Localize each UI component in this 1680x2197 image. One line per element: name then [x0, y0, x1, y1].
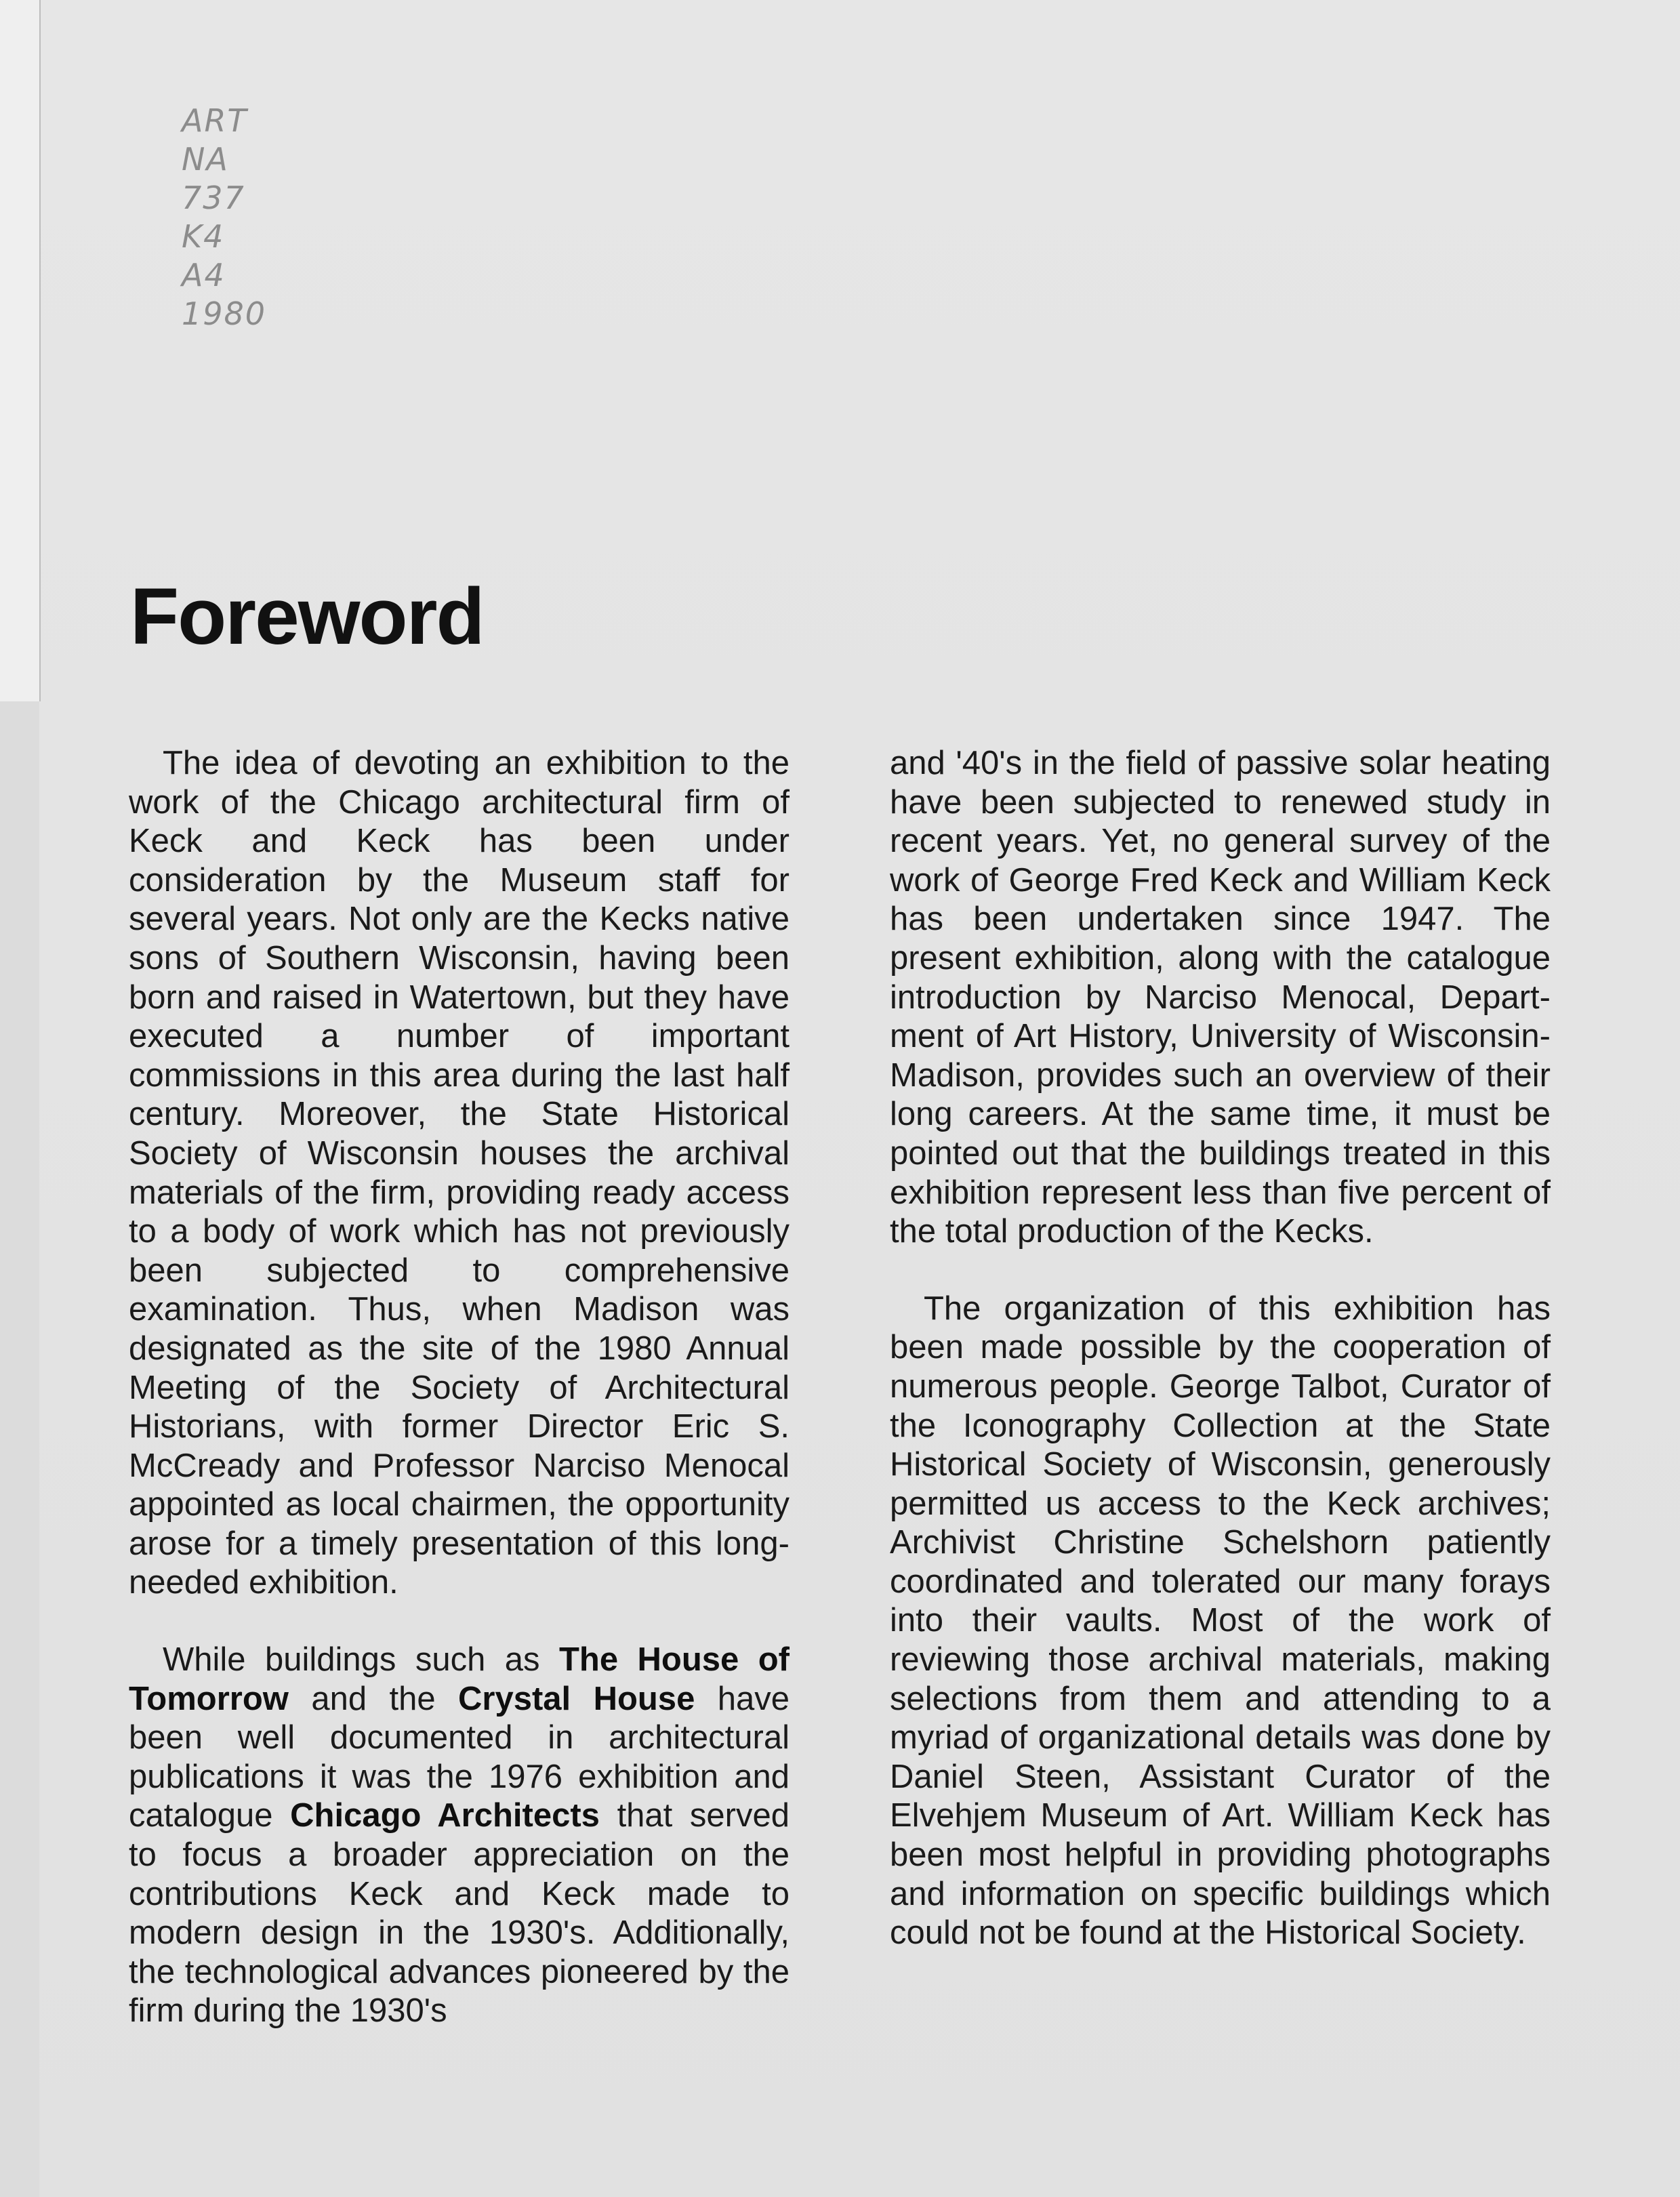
call-number-line: ART: [182, 102, 248, 139]
bound-page-edge: [0, 0, 41, 701]
right-text-column: [890, 744, 1551, 1991]
paragraph-text: have been well documented in architectural publications it was the 1976 exhibition and catalogue: [129, 1680, 790, 1834]
paragraph-text: that served to focus a broader appreciation on the contributions Keck and Keck made to modern design in the 1930's. Additionally, the technological advances pioneered by the firm during the 1930's: [129, 1797, 790, 2030]
call-number-line: NA: [182, 141, 229, 178]
call-number-line: A4: [182, 257, 226, 293]
page-shadow-edge: [0, 701, 39, 2197]
paragraph-continued: and '40's in the field of passive solar heating have been subjected to renewed study in recent years. Yet, no general survey of the work of George Fred Keck and William Keck has been undertaken since 1947. The present exhibition, along with the catalogue introduction by Narciso Menocal, Department of Art History, University of Wisconsin-Madison, provides such an overview of their long careers. At the same time, it must be pointed out that the buildings treated in this exhibition represent less than five percent of the total production of the Kecks.: [890, 745, 1551, 1250]
left-text-column: [129, 744, 790, 2069]
call-number-line: 1980: [182, 295, 267, 332]
building-name-house-of-tomorrow: The House of Tomorrow: [129, 1641, 790, 1717]
handwritten-call-number: [182, 102, 344, 333]
call-number-line: K4: [182, 218, 225, 255]
building-name-crystal-house: Crystal House: [458, 1680, 695, 1717]
page-title: Foreword: [130, 572, 484, 661]
paragraph-acknowledgements: The organization of this exhibition has been made possible by the cooperation of numerous people. George Talbot, Curator of the Iconography Collection at the State Historical Society of Wisconsin, generously permitted us access to the Keck archives; Archivist Christine Schelshorn patiently coordinated and tolerated our many forays into their vaults. Most of the work of reviewing those archival materials, making selections from them and attending to a myriad of organizational details was done by Daniel Steen, Assistant Curator of the Elvehjem Museum of Art. William Keck has been most helpful in providing photographs and information on specific buildings which could not be found at the Historical Society.: [890, 1290, 1551, 1952]
paragraph-buildings: [129, 1641, 790, 2031]
paragraph-intro: The idea of devoting an exhibition to the work of the Chicago architectural firm of Keck and Keck has been under consideration by the Museum staff for several years. Not only are the Kecks native sons of Southern Wisconsin, having been born and raised in Watertown, but they have executed a number of important commissions in this area during the last half century. Moreover, the State Historical Society of Wisconsin houses the archival materials of the firm, providing ready access to a body of work which has not previously been subjected to comprehensive examination. Thus, when Madison was designated as the site of the 1980 Annual Meeting of the Society of Architectural Historians, with former Director Eric S. McCready and Professor Narciso Menocal appointed as local chairmen, the opportunity arose for a timely presentation of this long-needed exhibition.: [129, 745, 790, 1601]
catalogue-title-chicago-architects: Chicago Architects: [290, 1797, 600, 1834]
paragraph-text: and the: [288, 1680, 459, 1717]
call-number-line: 737: [182, 180, 245, 216]
paragraph-text: While buildings such as: [163, 1641, 559, 1679]
